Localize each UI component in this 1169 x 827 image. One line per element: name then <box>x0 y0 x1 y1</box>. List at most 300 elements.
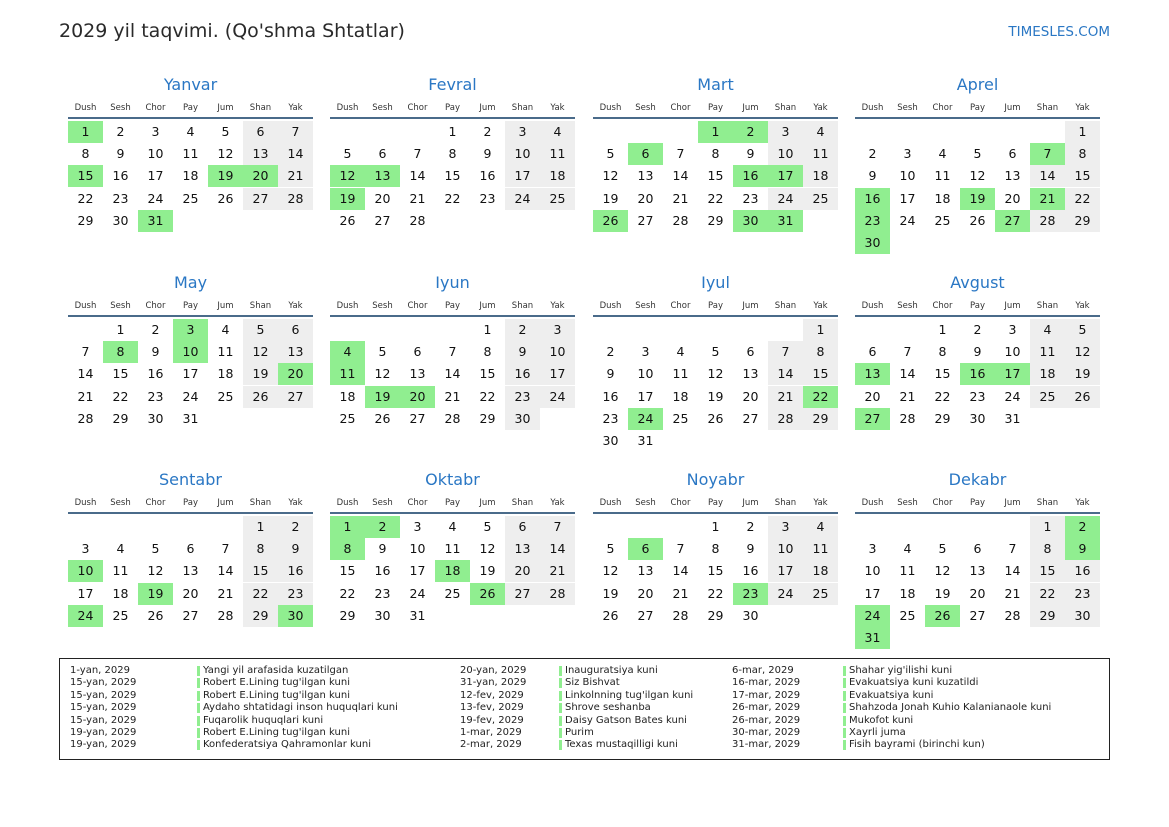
holiday-day-cell: 16 <box>733 165 768 187</box>
day-cell: 17 <box>505 165 540 187</box>
weekday-label: Dush <box>599 301 622 311</box>
weekday-label: Sesh <box>635 301 656 311</box>
header-rule <box>68 512 313 514</box>
weekday-label: Sesh <box>372 103 393 113</box>
weekday-label: Jum <box>1004 498 1021 508</box>
day-cell: 21 <box>768 386 803 408</box>
header-rule <box>330 117 575 119</box>
day-cell: 15 <box>707 168 724 184</box>
weekday-label: Shan <box>249 498 272 508</box>
day-cell: 26 <box>147 607 164 623</box>
holiday-day-cell: 23 <box>733 583 768 605</box>
day-cell: 15 <box>803 363 838 385</box>
day-cell: 8 <box>243 538 278 560</box>
day-cell: 18 <box>803 560 838 582</box>
day-cell: 25 <box>217 388 234 404</box>
holiday-row <box>70 665 450 677</box>
holiday-day-cell: 24 <box>628 408 663 430</box>
holiday-day-cell: 20 <box>278 363 313 385</box>
holiday-row <box>732 702 1092 714</box>
day-cell: 27 <box>637 212 654 228</box>
holiday-day-cell: 26 <box>470 583 505 605</box>
weekday-label: Chor <box>145 498 166 508</box>
day-cell: 29 <box>707 607 724 623</box>
day-cell: 14 <box>444 366 461 382</box>
weekday-label: Dush <box>861 498 884 508</box>
day-cell: 12 <box>1065 341 1100 363</box>
month-may <box>68 273 313 473</box>
weekday-label: Sesh <box>110 498 131 508</box>
weekday-label: Yak <box>813 103 828 113</box>
day-cell: 5 <box>711 344 720 360</box>
day-cell: 24 <box>768 188 803 210</box>
day-cell: 17 <box>147 168 164 184</box>
weekday-label: Yak <box>550 103 565 113</box>
day-cell: 14 <box>540 538 575 560</box>
day-cell: 5 <box>606 146 615 162</box>
day-cell: 9 <box>116 146 125 162</box>
day-cell: 17 <box>409 563 426 579</box>
day-cell: 18 <box>672 388 689 404</box>
day-cell: 10 <box>637 366 654 382</box>
holiday-name: Shahzoda Jonah Kuhio Kalanianaole kuni <box>849 702 1052 714</box>
day-cell: 14 <box>899 366 916 382</box>
holiday-day-cell: 18 <box>435 560 470 582</box>
month-name: Mart <box>697 75 734 94</box>
day-cell: 20 <box>637 190 654 206</box>
day-cell: 8 <box>1030 538 1065 560</box>
day-cell: 23 <box>374 585 391 601</box>
day-cell: 2 <box>606 344 615 360</box>
weekday-label: Sesh <box>372 301 393 311</box>
day-cell: 5 <box>606 541 615 557</box>
day-cell: 19 <box>1065 363 1100 385</box>
weekday-label: Yak <box>1075 103 1090 113</box>
weekday-label: Jum <box>479 103 496 113</box>
day-cell: 29 <box>1065 210 1100 232</box>
weekday-label: Sesh <box>897 498 918 508</box>
day-cell: 22 <box>707 190 724 206</box>
day-cell: 3 <box>505 121 540 143</box>
holiday-row <box>70 690 450 702</box>
weekday-label: Dush <box>74 301 97 311</box>
holiday-date: 2-mar, 2029 <box>460 739 522 751</box>
holiday-date: 26-mar, 2029 <box>732 714 801 726</box>
holiday-marker <box>843 740 846 750</box>
day-cell: 15 <box>1030 560 1065 582</box>
day-cell: 25 <box>803 188 838 210</box>
day-cell: 10 <box>540 341 575 363</box>
holiday-name: Daisy Gatson Bates kuni <box>565 714 687 726</box>
day-cell: 27 <box>243 188 278 210</box>
day-cell: 8 <box>81 146 90 162</box>
holiday-day-cell: 16 <box>855 188 890 210</box>
day-cell: 16 <box>742 563 759 579</box>
holiday-day-cell: 17 <box>995 363 1030 385</box>
month-name: Dekabr <box>948 470 1007 489</box>
holiday-day-cell: 27 <box>855 408 890 430</box>
weekday-label: Yak <box>813 498 828 508</box>
holiday-marker <box>197 740 200 750</box>
weekday-label: Dush <box>336 498 359 508</box>
day-cell: 16 <box>602 388 619 404</box>
day-cell: 7 <box>768 341 803 363</box>
day-cell: 13 <box>409 366 426 382</box>
month-iyun <box>330 273 575 473</box>
day-cell: 11 <box>1030 341 1065 363</box>
day-cell: 11 <box>672 366 689 382</box>
day-cell: 21 <box>672 190 689 206</box>
page-title: 2029 yil taqvimi. (Qo'shma Shtatlar) <box>59 20 405 42</box>
holiday-date: 20-yan, 2029 <box>460 665 527 676</box>
day-cell: 16 <box>1065 560 1100 582</box>
day-cell: 22 <box>707 585 724 601</box>
holiday-day-cell: 31 <box>855 627 890 649</box>
header-rule <box>855 315 1100 317</box>
holiday-marker <box>197 728 200 738</box>
holiday-marker <box>197 716 200 726</box>
weekday-label: Sesh <box>110 103 131 113</box>
month-name: Iyun <box>435 273 470 292</box>
day-cell: 18 <box>803 165 838 187</box>
holiday-day-cell: 7 <box>1030 143 1065 165</box>
holiday-marker <box>843 691 846 701</box>
day-cell: 3 <box>868 541 877 557</box>
day-cell: 7 <box>413 146 422 162</box>
holiday-day-cell: 19 <box>365 386 400 408</box>
holiday-day-cell: 26 <box>593 210 628 232</box>
day-cell: 23 <box>602 410 619 426</box>
day-cell: 8 <box>711 541 720 557</box>
day-cell: 18 <box>217 366 234 382</box>
day-cell: 18 <box>1030 363 1065 385</box>
day-cell: 11 <box>217 344 234 360</box>
day-cell: 24 <box>147 190 164 206</box>
month-fevral <box>330 75 575 275</box>
holiday-day-cell: 23 <box>855 210 890 232</box>
day-cell: 21 <box>444 388 461 404</box>
holiday-day-cell: 2 <box>733 121 768 143</box>
day-cell: 7 <box>676 146 685 162</box>
day-cell: 14 <box>672 563 689 579</box>
day-cell: 5 <box>973 146 982 162</box>
holiday-name: Yangi yil arafasida kuzatilgan <box>203 665 349 676</box>
day-cell: 13 <box>637 563 654 579</box>
day-cell: 20 <box>505 560 540 582</box>
holiday-date: 15-yan, 2029 <box>70 702 137 714</box>
day-cell: 22 <box>243 583 278 605</box>
day-cell: 3 <box>540 319 575 341</box>
day-cell: 29 <box>707 212 724 228</box>
holiday-day-cell: 1 <box>698 121 733 143</box>
day-cell: 29 <box>112 410 129 426</box>
day-cell: 7 <box>540 516 575 538</box>
day-cell: 23 <box>505 386 540 408</box>
weekday-label: Jum <box>217 103 234 113</box>
day-cell: 28 <box>1030 210 1065 232</box>
day-cell: 19 <box>479 563 496 579</box>
day-cell: 17 <box>768 560 803 582</box>
day-cell: 31 <box>182 410 199 426</box>
weekday-label: Chor <box>407 103 428 113</box>
month-aprel <box>855 75 1100 275</box>
day-cell: 22 <box>339 585 356 601</box>
day-cell: 10 <box>768 143 803 165</box>
weekday-label: Shan <box>511 498 534 508</box>
day-cell: 27 <box>374 212 391 228</box>
day-cell: 21 <box>77 388 94 404</box>
day-cell: 22 <box>479 388 496 404</box>
day-cell: 15 <box>934 366 951 382</box>
holiday-day-cell: 31 <box>768 210 803 232</box>
weekday-label: Sesh <box>897 301 918 311</box>
day-cell: 17 <box>182 366 199 382</box>
day-cell: 2 <box>116 124 125 139</box>
day-cell: 29 <box>77 212 94 228</box>
day-cell: 23 <box>278 583 313 605</box>
holiday-name: Xayrli juma <box>849 727 906 738</box>
holiday-name: Evakuatsiya kuni kuzatildi <box>849 677 979 689</box>
day-cell: 5 <box>1065 319 1100 341</box>
holiday-date: 15-yan, 2029 <box>70 689 137 701</box>
holiday-day-cell: 8 <box>103 341 138 363</box>
weekday-label: Jum <box>217 498 234 508</box>
weekday-label: Sesh <box>635 103 656 113</box>
day-cell: 25 <box>672 410 689 426</box>
holiday-day-cell: 13 <box>855 363 890 385</box>
holiday-name: Robert E.Lining tug'ilgan kuni <box>203 727 350 738</box>
day-cell: 17 <box>540 363 575 385</box>
day-cell: 12 <box>602 168 619 184</box>
day-cell: 14 <box>768 363 803 385</box>
weekday-label: Yak <box>288 498 303 508</box>
weekday-label: Chor <box>145 301 166 311</box>
day-cell: 13 <box>243 143 278 165</box>
header-rule <box>593 117 838 119</box>
weekday-label: Chor <box>145 103 166 113</box>
day-cell: 31 <box>1004 410 1021 426</box>
day-cell: 23 <box>1065 583 1100 605</box>
weekday-label: Pay <box>708 301 723 311</box>
weekday-label: Sesh <box>372 498 393 508</box>
day-cell: 27 <box>409 410 426 426</box>
weekday-label: Yak <box>813 301 828 311</box>
month-name: May <box>173 273 208 292</box>
weekday-label: Pay <box>708 498 723 508</box>
holiday-name: Siz Bishvat <box>565 677 620 689</box>
day-cell: 9 <box>278 538 313 560</box>
day-cell: 11 <box>803 143 838 165</box>
holiday-day-cell: 31 <box>138 210 173 232</box>
month-name: Aprel <box>956 75 999 94</box>
day-cell: 19 <box>243 363 278 385</box>
day-cell: 26 <box>1065 386 1100 408</box>
weekday-label: Pay <box>970 301 985 311</box>
weekday-label: Shan <box>774 498 797 508</box>
day-cell: 15 <box>339 563 356 579</box>
holiday-date: 19-yan, 2029 <box>70 727 137 738</box>
weekday-label: Yak <box>288 301 303 311</box>
day-cell: 14 <box>217 563 234 579</box>
day-cell: 12 <box>217 146 234 162</box>
weekday-label: Shan <box>1036 103 1059 113</box>
holiday-day-cell: 12 <box>330 165 365 187</box>
day-cell: 2 <box>505 319 540 341</box>
holiday-day-cell: 16 <box>960 363 995 385</box>
day-cell: 6 <box>378 146 387 162</box>
day-cell: 28 <box>77 410 94 426</box>
site-link[interactable]: TIMESLES.COM <box>1008 24 1110 40</box>
holiday-marker <box>559 740 562 750</box>
day-cell: 25 <box>112 607 129 623</box>
weekday-label: Dush <box>74 498 97 508</box>
holiday-marker <box>559 728 562 738</box>
day-cell: 2 <box>151 322 160 337</box>
holiday-date: 12-fev, 2029 <box>460 689 524 701</box>
header-rule <box>330 315 575 317</box>
weekday-label: Jum <box>742 498 759 508</box>
holiday-row <box>70 727 450 739</box>
day-cell: 9 <box>746 146 755 162</box>
day-cell: 8 <box>711 146 720 162</box>
day-cell: 21 <box>1004 585 1021 601</box>
weekday-label: Pay <box>445 301 460 311</box>
day-cell: 3 <box>903 146 912 162</box>
day-cell: 12 <box>243 341 278 363</box>
holiday-name: Shrove seshanba <box>565 702 651 714</box>
day-cell: 18 <box>112 585 129 601</box>
day-cell: 13 <box>969 563 986 579</box>
day-cell: 14 <box>77 366 94 382</box>
day-cell: 10 <box>768 538 803 560</box>
holiday-row <box>70 739 450 751</box>
holiday-day-cell: 24 <box>68 605 103 627</box>
day-cell: 22 <box>1030 583 1065 605</box>
holiday-name: Mukofot kuni <box>849 714 914 726</box>
day-cell: 4 <box>1030 319 1065 341</box>
day-cell: 2 <box>868 146 877 162</box>
holiday-marker <box>559 703 562 713</box>
month-noyabr <box>593 470 838 670</box>
weekday-label: Jum <box>742 103 759 113</box>
day-cell: 27 <box>637 607 654 623</box>
holiday-date: 15-yan, 2029 <box>70 677 137 689</box>
day-cell: 7 <box>903 344 912 360</box>
weekday-label: Jum <box>479 498 496 508</box>
day-cell: 12 <box>374 366 391 382</box>
day-cell: 7 <box>221 541 230 557</box>
weekday-label: Dush <box>599 103 622 113</box>
day-cell: 3 <box>768 516 803 538</box>
holiday-day-cell: 24 <box>855 605 890 627</box>
day-cell: 14 <box>1030 165 1065 187</box>
day-cell: 5 <box>221 124 230 139</box>
weekday-label: Shan <box>1036 301 1059 311</box>
day-cell: 31 <box>409 607 426 623</box>
day-cell: 1 <box>483 322 492 337</box>
holiday-day-cell: 19 <box>960 188 995 210</box>
day-cell: 11 <box>182 146 199 162</box>
day-cell: 26 <box>217 190 234 206</box>
day-cell: 6 <box>1008 146 1017 162</box>
day-cell: 18 <box>934 190 951 206</box>
holiday-day-cell: 10 <box>173 341 208 363</box>
day-cell: 3 <box>151 124 160 139</box>
day-cell: 15 <box>479 366 496 382</box>
weekday-label: Shan <box>249 103 272 113</box>
day-cell: 20 <box>742 388 759 404</box>
day-cell: 19 <box>602 190 619 206</box>
weekday-label: Shan <box>1036 498 1059 508</box>
holiday-date: 31-mar, 2029 <box>732 739 801 751</box>
weekday-label: Chor <box>932 498 953 508</box>
day-cell: 7 <box>1008 541 1017 557</box>
weekday-label: Dush <box>336 103 359 113</box>
holiday-name: Shahar yig'ilishi kuni <box>849 665 953 676</box>
day-cell: 13 <box>182 563 199 579</box>
holiday-row <box>732 739 1092 751</box>
day-cell: 17 <box>864 585 881 601</box>
holiday-day-cell: 9 <box>1065 538 1100 560</box>
day-cell: 6 <box>413 344 422 360</box>
day-cell: 3 <box>641 344 650 360</box>
day-cell: 13 <box>278 341 313 363</box>
day-cell: 24 <box>505 188 540 210</box>
weekday-label: Chor <box>670 103 691 113</box>
day-cell: 5 <box>343 146 352 162</box>
weekday-label: Pay <box>445 498 460 508</box>
holiday-day-cell: 3 <box>173 319 208 341</box>
holiday-row <box>732 690 1092 702</box>
day-cell: 24 <box>768 583 803 605</box>
header-rule <box>593 315 838 317</box>
weekday-label: Yak <box>1075 498 1090 508</box>
weekday-label: Shan <box>249 301 272 311</box>
day-cell: 29 <box>243 605 278 627</box>
holiday-name: Inauguratsiya kuni <box>565 665 658 676</box>
day-cell: 8 <box>448 146 457 162</box>
day-cell: 11 <box>899 563 916 579</box>
day-cell: 30 <box>1065 605 1100 627</box>
holiday-day-cell: 1 <box>68 121 103 143</box>
day-cell: 22 <box>77 190 94 206</box>
holiday-day-cell: 6 <box>628 538 663 560</box>
holiday-row <box>732 677 1092 689</box>
day-cell: 18 <box>339 388 356 404</box>
day-cell: 4 <box>676 344 685 360</box>
day-cell: 11 <box>112 563 129 579</box>
header-rule <box>68 117 313 119</box>
day-cell: 12 <box>969 168 986 184</box>
day-cell: 10 <box>899 168 916 184</box>
holiday-day-cell: 10 <box>68 560 103 582</box>
day-cell: 29 <box>934 410 951 426</box>
day-cell: 12 <box>479 541 496 557</box>
day-cell: 9 <box>378 541 387 557</box>
day-cell: 17 <box>77 585 94 601</box>
day-cell: 4 <box>803 516 838 538</box>
day-cell: 10 <box>409 541 426 557</box>
day-cell: 3 <box>413 519 422 534</box>
day-cell: 10 <box>505 143 540 165</box>
day-cell: 27 <box>742 410 759 426</box>
weekday-label: Yak <box>550 301 565 311</box>
day-cell: 22 <box>112 388 129 404</box>
day-cell: 5 <box>483 519 492 534</box>
holiday-day-cell: 27 <box>995 210 1030 232</box>
day-cell: 9 <box>606 366 615 382</box>
holiday-day-cell: 6 <box>628 143 663 165</box>
